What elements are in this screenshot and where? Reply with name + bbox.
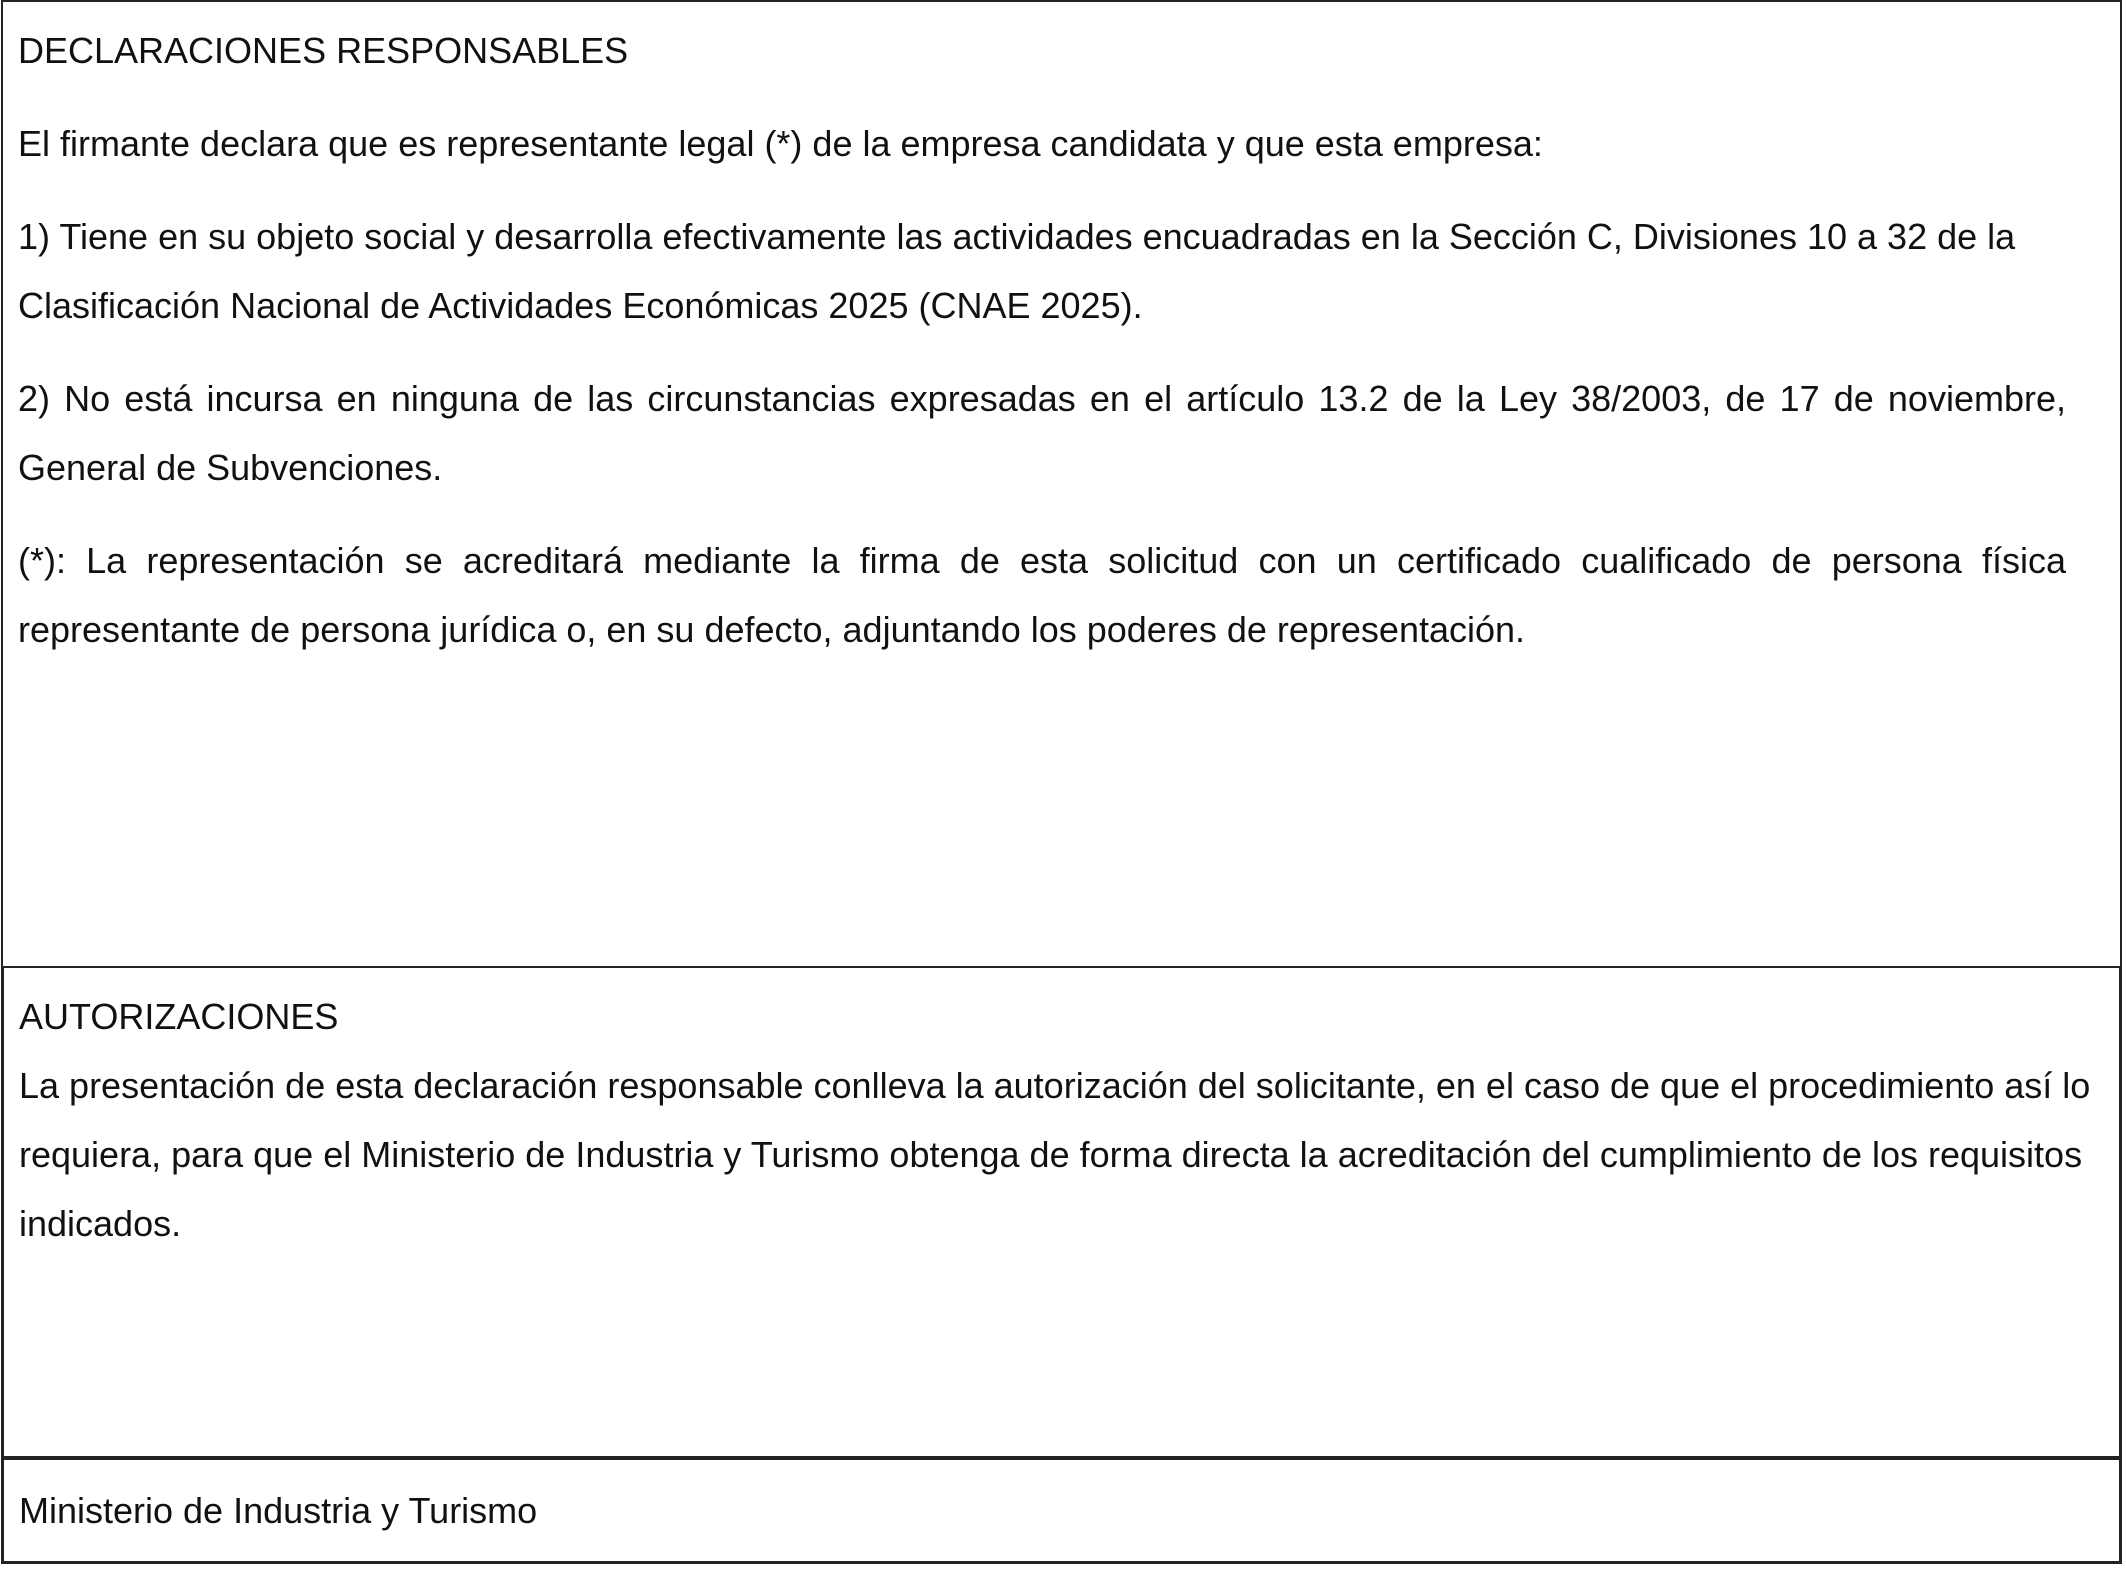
declaration-item-2: 2) No está incursa en ninguna de las circunstancias expresadas en el artículo 13.2 de la Ley 38/2003, de 17 de noviembre, General de Subvenciones. <box>18 378 2066 488</box>
autorizaciones-section <box>1 966 2122 1459</box>
section-title: AUTORIZACIONES <box>19 996 339 1037</box>
declaraciones-section <box>1 0 2122 968</box>
footer-section <box>1 1457 2122 1564</box>
declaration-item-1: 1) Tiene en su objeto social y desarrolla efectivamente las actividades encuadradas en la Sección C, Divisiones 10 a 32 de la Clasificación Nacional de Actividades Económicas 2025 (CNAE 2025). <box>18 216 2016 326</box>
ministry-name: Ministerio de Industria y Turismo <box>19 1490 538 1531</box>
section-title: DECLARACIONES RESPONSABLES <box>18 30 629 71</box>
intro-text: El firmante declara que es representante legal (*) de la empresa candidata y que esta empresa: <box>18 123 1543 164</box>
representation-note: (*): La representación se acreditará mediante la firma de esta solicitud con un certificado cualificado de persona física representante de persona jurídica o, en su defecto, adjuntando los poderes de representación. <box>18 540 2066 650</box>
authorization-text: La presentación de esta declaración responsable conlleva la autorización del solicitante, en el caso de que el procedimiento así lo requiera, para que el Ministerio de Industria y Turismo obtenga de forma directa la acreditación del cumplimiento de los requisitos indicados. <box>19 1065 2091 1244</box>
